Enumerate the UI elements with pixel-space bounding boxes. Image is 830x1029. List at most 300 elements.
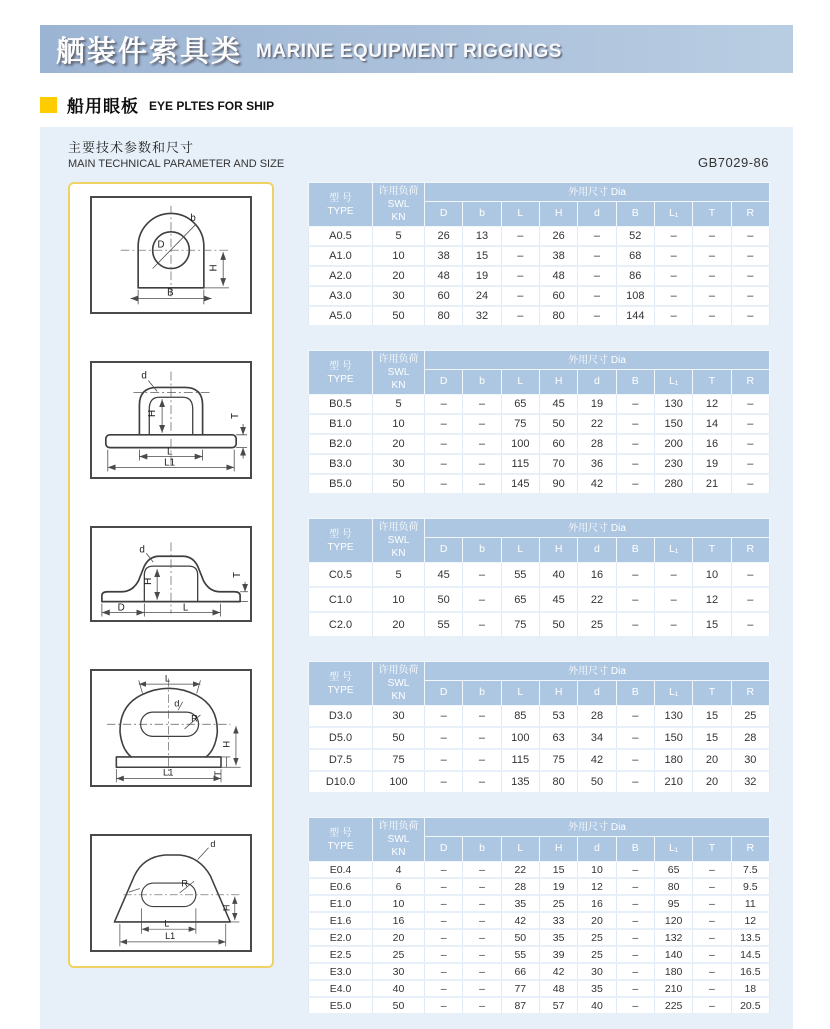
- cell-dim: 42: [578, 749, 616, 771]
- cell-type: C0.5: [309, 563, 373, 588]
- cell-dim: 35: [539, 929, 577, 946]
- cell-type: B0.5: [309, 395, 373, 415]
- cell-dim: –: [616, 749, 654, 771]
- eye-plate-type-c-figure: [92, 528, 250, 620]
- header-type-cell: 型 号 TYPE: [309, 519, 373, 563]
- header-dim-col: L: [501, 538, 539, 563]
- header-dim-col: R: [731, 837, 769, 862]
- cell-dim: 25: [578, 946, 616, 963]
- cell-dim: –: [654, 246, 692, 266]
- header-dim-col: d: [578, 202, 616, 227]
- cell-dim: 35: [501, 895, 539, 912]
- cell-dim: 87: [501, 997, 539, 1014]
- cell-type: E1.6: [309, 912, 373, 929]
- cell-dim: –: [693, 862, 731, 879]
- dim-label-L: L: [164, 673, 171, 684]
- header-type-cell: 型 号 TYPE: [309, 662, 373, 706]
- dim-label-d: d: [141, 370, 147, 382]
- cell-dim: 85: [501, 706, 539, 728]
- cell-dim: 150: [654, 414, 692, 434]
- cell-dim: 180: [654, 749, 692, 771]
- cell-dim: 42: [539, 963, 577, 980]
- cell-dim: 52: [616, 227, 654, 247]
- cell-dim: 180: [654, 963, 692, 980]
- cell-dim: 7.5: [731, 862, 769, 879]
- cell-type: D3.0: [309, 706, 373, 728]
- header-dim-col: b: [463, 538, 501, 563]
- drawings-panel: [68, 182, 274, 968]
- banner-title-en: MARINE EQUIPMENT RIGGINGS: [256, 41, 562, 62]
- cell-dim: 25: [578, 929, 616, 946]
- cell-dim: 280: [654, 474, 692, 494]
- cell-swl: 20: [373, 266, 425, 286]
- eye-plate-type-b-figure: [92, 363, 250, 477]
- cell-dim: 32: [731, 771, 769, 793]
- header-dim-col: L₁: [654, 681, 692, 706]
- cell-dim: –: [693, 878, 731, 895]
- cell-dim: –: [693, 929, 731, 946]
- dim-label-R: R: [191, 713, 198, 724]
- cell-dim: –: [463, 563, 501, 588]
- cell-dim: –: [425, 946, 463, 963]
- cell-dim: –: [463, 862, 501, 879]
- table-row: [309, 612, 770, 637]
- header-dim-col: R: [731, 370, 769, 395]
- spec-table-b: [308, 350, 770, 495]
- dim-label-H: H: [221, 740, 232, 748]
- header-dim-col: L₁: [654, 370, 692, 395]
- cell-dim: 21: [693, 474, 731, 494]
- cell-dim: –: [578, 266, 616, 286]
- table-row: [309, 946, 770, 963]
- header-dim-col: B: [616, 202, 654, 227]
- cell-dim: 11: [731, 895, 769, 912]
- cell-dim: –: [425, 963, 463, 980]
- cell-dim: 14: [693, 414, 731, 434]
- cell-dim: –: [463, 878, 501, 895]
- cell-dim: 65: [501, 587, 539, 612]
- cell-dim: 50: [539, 612, 577, 637]
- cell-dim: –: [425, 749, 463, 771]
- cell-dim: –: [731, 246, 769, 266]
- cell-dim: –: [578, 227, 616, 247]
- cell-dim: –: [501, 246, 539, 266]
- cell-type: B5.0: [309, 474, 373, 494]
- drawing-box-type-b: [90, 361, 252, 479]
- cell-dim: –: [425, 929, 463, 946]
- spec-table-a: [308, 182, 770, 327]
- cell-dim: 15: [693, 706, 731, 728]
- table-body: [309, 862, 770, 1015]
- content-panel: [40, 127, 793, 1029]
- cell-dim: 108: [616, 286, 654, 306]
- section-heading: [40, 92, 793, 117]
- cell-dim: 36: [578, 454, 616, 474]
- dim-label-D: D: [157, 239, 165, 251]
- cell-dim: –: [463, 946, 501, 963]
- cell-dim: 48: [425, 266, 463, 286]
- header-dim-col: T: [693, 681, 731, 706]
- header-row-1: [309, 818, 770, 837]
- cell-dim: –: [616, 563, 654, 588]
- header-dim-col: T: [693, 202, 731, 227]
- cell-dim: 40: [539, 563, 577, 588]
- cell-type: E4.0: [309, 980, 373, 997]
- cell-dim: 22: [501, 862, 539, 879]
- eye-plate-type-d-figure: [92, 671, 250, 785]
- header-dim-col: D: [425, 538, 463, 563]
- cell-dim: –: [463, 963, 501, 980]
- cell-swl: 30: [373, 963, 425, 980]
- tables-column: [308, 182, 770, 1015]
- cell-dim: –: [463, 895, 501, 912]
- cell-dim: 115: [501, 454, 539, 474]
- cell-dim: 15: [693, 727, 731, 749]
- cell-dim: 55: [501, 946, 539, 963]
- cell-dim: 20: [693, 771, 731, 793]
- cell-dim: 77: [501, 980, 539, 997]
- header-dims-cell: 外用尺寸 Dia: [425, 818, 770, 837]
- header-swl-cell: 许用负荷 SWL KN: [373, 183, 425, 227]
- cell-dim: 60: [539, 434, 577, 454]
- table-header: [309, 351, 770, 395]
- cell-dim: 130: [654, 395, 692, 415]
- cell-dim: 25: [578, 612, 616, 637]
- cell-dim: –: [501, 227, 539, 247]
- standard-code: GB7029-86: [698, 155, 769, 170]
- cell-type: D5.0: [309, 727, 373, 749]
- cell-dim: –: [463, 727, 501, 749]
- cell-dim: 30: [578, 963, 616, 980]
- header-dim-col: T: [693, 538, 731, 563]
- table-row: [309, 266, 770, 286]
- cell-dim: 13: [463, 227, 501, 247]
- cell-dim: –: [425, 980, 463, 997]
- cell-dim: 75: [501, 414, 539, 434]
- cell-dim: –: [731, 227, 769, 247]
- cell-dim: 95: [654, 895, 692, 912]
- cell-dim: 60: [539, 286, 577, 306]
- cell-dim: –: [463, 706, 501, 728]
- cell-dim: 50: [425, 587, 463, 612]
- cell-dim: 16: [578, 563, 616, 588]
- cell-swl: 5: [373, 227, 425, 247]
- eye-plate-type-e-figure: [92, 836, 250, 950]
- cell-swl: 30: [373, 454, 425, 474]
- header-type-cell: 型 号 TYPE: [309, 351, 373, 395]
- drawing-box-type-a: [90, 196, 252, 314]
- header-dim-col: d: [578, 370, 616, 395]
- cell-dim: –: [693, 266, 731, 286]
- cell-dim: –: [731, 474, 769, 494]
- cell-dim: –: [425, 474, 463, 494]
- cell-dim: 12: [731, 912, 769, 929]
- cell-dim: 15: [539, 862, 577, 879]
- cell-dim: –: [501, 266, 539, 286]
- header-swl-cell: 许用负荷 SWL KN: [373, 818, 425, 862]
- header-row-1: [309, 351, 770, 370]
- section-title-en: EYE PLTES FOR SHIP: [149, 99, 275, 113]
- cell-swl: 30: [373, 706, 425, 728]
- cell-dim: 225: [654, 997, 692, 1014]
- cell-dim: –: [501, 286, 539, 306]
- header-dim-col: T: [693, 370, 731, 395]
- header-dim-col: D: [425, 681, 463, 706]
- cell-dim: –: [693, 980, 731, 997]
- cell-dim: –: [463, 474, 501, 494]
- cell-dim: –: [616, 434, 654, 454]
- cell-dim: –: [693, 997, 731, 1014]
- cell-dim: 16.5: [731, 963, 769, 980]
- cell-dim: –: [463, 912, 501, 929]
- cell-swl: 10: [373, 587, 425, 612]
- cell-dim: 39: [539, 946, 577, 963]
- cell-dim: –: [693, 306, 731, 326]
- header-dim-col: D: [425, 202, 463, 227]
- cell-dim: –: [616, 946, 654, 963]
- cell-dim: 210: [654, 980, 692, 997]
- cell-dim: –: [693, 246, 731, 266]
- subtitle-zh: 主要技术参数和尺寸: [68, 140, 195, 155]
- cell-dim: –: [425, 454, 463, 474]
- cell-dim: 10: [578, 862, 616, 879]
- cell-dim: 12: [578, 878, 616, 895]
- cell-swl: 50: [373, 727, 425, 749]
- cell-swl: 5: [373, 395, 425, 415]
- table-row: [309, 227, 770, 247]
- cell-dim: 19: [463, 266, 501, 286]
- cell-type: D10.0: [309, 771, 373, 793]
- cell-dim: –: [654, 587, 692, 612]
- header-dim-col: H: [539, 202, 577, 227]
- cell-swl: 20: [373, 929, 425, 946]
- table-row: [309, 563, 770, 588]
- cell-dim: –: [463, 454, 501, 474]
- cell-dim: –: [616, 474, 654, 494]
- header-dim-col: b: [463, 370, 501, 395]
- cell-dim: 12: [693, 587, 731, 612]
- cell-dim: –: [693, 286, 731, 306]
- cell-dim: 230: [654, 454, 692, 474]
- yellow-square-icon: [40, 97, 57, 113]
- cell-dim: 55: [501, 563, 539, 588]
- cell-dim: –: [693, 895, 731, 912]
- cell-swl: 25: [373, 946, 425, 963]
- drawing-box-type-d: [90, 669, 252, 787]
- cell-dim: 25: [539, 895, 577, 912]
- cell-dim: 132: [654, 929, 692, 946]
- cell-dim: 57: [539, 997, 577, 1014]
- cell-swl: 16: [373, 912, 425, 929]
- cell-type: E2.0: [309, 929, 373, 946]
- cell-dim: –: [693, 227, 731, 247]
- cell-dim: –: [425, 862, 463, 879]
- cell-dim: 38: [425, 246, 463, 266]
- subtitle-en: MAIN TECHNICAL PARAMETER AND SIZE: [68, 158, 285, 170]
- cell-dim: 26: [425, 227, 463, 247]
- cell-dim: 86: [616, 266, 654, 286]
- table-body: [309, 395, 770, 495]
- cell-dim: 9.5: [731, 878, 769, 895]
- header-type-cell: 型 号 TYPE: [309, 818, 373, 862]
- cell-type: E0.4: [309, 862, 373, 879]
- cell-dim: –: [731, 286, 769, 306]
- header-row-1: [309, 662, 770, 681]
- header-dim-col: D: [425, 370, 463, 395]
- header-dim-col: B: [616, 837, 654, 862]
- cell-type: E2.5: [309, 946, 373, 963]
- cell-dim: 14.5: [731, 946, 769, 963]
- cell-dim: –: [425, 434, 463, 454]
- cell-dim: 75: [539, 749, 577, 771]
- cell-dim: –: [731, 587, 769, 612]
- cell-dim: 50: [578, 771, 616, 793]
- table-row: [309, 434, 770, 454]
- header-dims-cell: 外用尺寸 Dia: [425, 351, 770, 370]
- dim-label-L: L: [182, 602, 189, 614]
- cell-dim: 120: [654, 912, 692, 929]
- page-banner: [40, 25, 793, 73]
- cell-dim: 28: [578, 434, 616, 454]
- section-title-zh: 船用眼板: [67, 97, 139, 116]
- table-header: [309, 183, 770, 227]
- cell-type: B2.0: [309, 434, 373, 454]
- table-body: [309, 706, 770, 794]
- table-row: [309, 706, 770, 728]
- cell-type: B1.0: [309, 414, 373, 434]
- spec-table-c: [308, 518, 770, 638]
- table-row: [309, 395, 770, 415]
- cell-swl: 4: [373, 862, 425, 879]
- dim-label-B: B: [167, 287, 174, 299]
- cell-type: E5.0: [309, 997, 373, 1014]
- header-dim-col: L₁: [654, 837, 692, 862]
- header-dim-col: d: [578, 538, 616, 563]
- cell-swl: 10: [373, 895, 425, 912]
- table-row: [309, 474, 770, 494]
- cell-dim: –: [425, 727, 463, 749]
- cell-dim: 130: [654, 706, 692, 728]
- cell-dim: 35: [578, 980, 616, 997]
- header-swl-cell: 许用负荷 SWL KN: [373, 662, 425, 706]
- cell-dim: –: [731, 414, 769, 434]
- cell-dim: 33: [539, 912, 577, 929]
- cell-dim: 135: [501, 771, 539, 793]
- cell-dim: 115: [501, 749, 539, 771]
- cell-dim: –: [654, 266, 692, 286]
- cell-swl: 6: [373, 878, 425, 895]
- cell-dim: 100: [501, 727, 539, 749]
- cell-dim: –: [731, 306, 769, 326]
- cell-swl: 50: [373, 306, 425, 326]
- header-dim-col: D: [425, 837, 463, 862]
- header-dim-col: T: [693, 837, 731, 862]
- cell-dim: –: [616, 706, 654, 728]
- cell-dim: 34: [578, 727, 616, 749]
- cell-dim: –: [731, 395, 769, 415]
- cell-dim: –: [425, 912, 463, 929]
- header-dim-col: L: [501, 202, 539, 227]
- cell-swl: 20: [373, 612, 425, 637]
- cell-dim: 20: [578, 912, 616, 929]
- cell-dim: 40: [578, 997, 616, 1014]
- cell-dim: –: [654, 227, 692, 247]
- cell-dim: –: [616, 895, 654, 912]
- cell-dim: –: [501, 306, 539, 326]
- dim-label-T: T: [230, 412, 242, 420]
- cell-type: D7.5: [309, 749, 373, 771]
- banner-title-zh: 舾装件索具类: [56, 35, 243, 68]
- cell-swl: 30: [373, 286, 425, 306]
- table-row: [309, 454, 770, 474]
- cell-dim: 25: [731, 706, 769, 728]
- cell-dim: –: [463, 587, 501, 612]
- cell-dim: 15: [693, 612, 731, 637]
- cell-type: E1.0: [309, 895, 373, 912]
- header-dim-col: R: [731, 681, 769, 706]
- header-dim-col: b: [463, 202, 501, 227]
- header-dim-col: R: [731, 202, 769, 227]
- cell-dim: –: [463, 997, 501, 1014]
- cell-dim: –: [463, 414, 501, 434]
- cell-dim: –: [654, 286, 692, 306]
- cell-dim: 19: [539, 878, 577, 895]
- dim-label-T: T: [212, 770, 223, 777]
- cell-swl: 75: [373, 749, 425, 771]
- header-dims-cell: 外用尺寸 Dia: [425, 183, 770, 202]
- dim-label-d: d: [210, 838, 216, 849]
- cell-dim: 145: [501, 474, 539, 494]
- header-swl-cell: 许用负荷 SWL KN: [373, 519, 425, 563]
- header-dim-col: b: [463, 681, 501, 706]
- cell-dim: –: [654, 612, 692, 637]
- table-row: [309, 878, 770, 895]
- cell-dim: 28: [501, 878, 539, 895]
- panel-columns: [68, 182, 770, 1015]
- dim-label-T: T: [232, 571, 244, 578]
- cell-dim: –: [616, 912, 654, 929]
- cell-type: A2.0: [309, 266, 373, 286]
- header-dim-col: L₁: [654, 202, 692, 227]
- table-body: [309, 563, 770, 638]
- dim-label-H: H: [208, 264, 220, 272]
- header-row-1: [309, 519, 770, 538]
- cell-dim: 144: [616, 306, 654, 326]
- cell-dim: 20: [693, 749, 731, 771]
- dim-label-L1: L1: [163, 767, 174, 778]
- header-dim-col: H: [539, 370, 577, 395]
- cell-dim: –: [616, 454, 654, 474]
- eye-plate-type-a-figure: [92, 198, 250, 312]
- header-dim-col: B: [616, 370, 654, 395]
- dim-label-L: L: [167, 446, 173, 458]
- cell-dim: –: [616, 997, 654, 1014]
- header-dim-col: L: [501, 837, 539, 862]
- header-dim-col: H: [539, 681, 577, 706]
- cell-dim: 26: [539, 227, 577, 247]
- cell-type: A5.0: [309, 306, 373, 326]
- cell-dim: 28: [731, 727, 769, 749]
- cell-dim: 66: [501, 963, 539, 980]
- cell-dim: –: [616, 980, 654, 997]
- dim-label-H: H: [143, 577, 155, 585]
- cell-dim: 70: [539, 454, 577, 474]
- cell-type: B3.0: [309, 454, 373, 474]
- cell-dim: 18: [731, 980, 769, 997]
- cell-type: E3.0: [309, 963, 373, 980]
- cell-dim: –: [731, 434, 769, 454]
- cell-dim: –: [616, 395, 654, 415]
